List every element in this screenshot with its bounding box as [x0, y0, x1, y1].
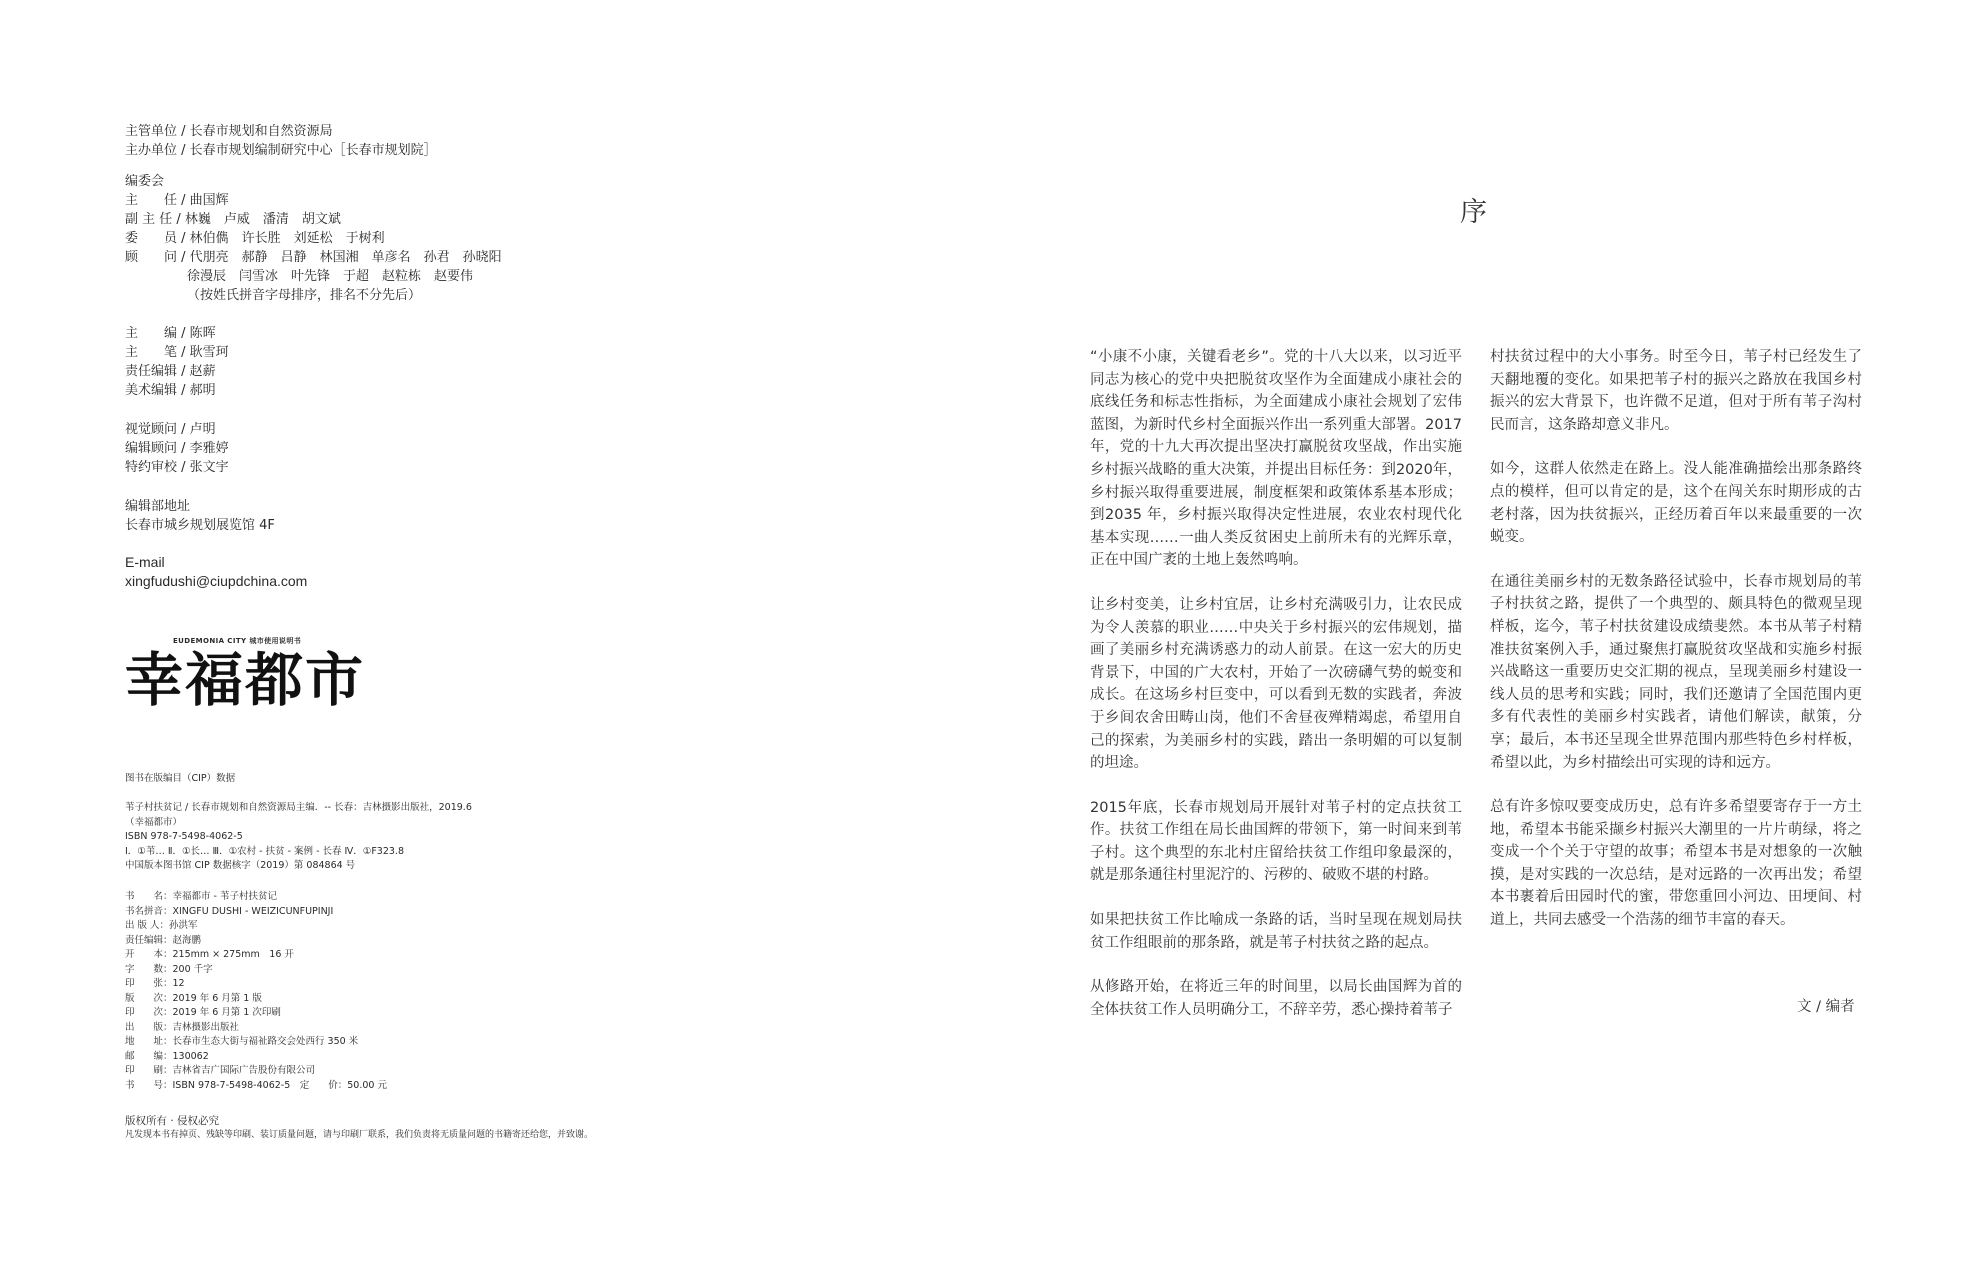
preface-left-column — [1090, 346, 1462, 1043]
copyright-block — [125, 1114, 745, 1142]
editor-line: 主 笔 / 耿雪珂 — [125, 345, 229, 360]
editor-line: 责任编辑 / 赵薪 — [125, 364, 216, 379]
preface-paragraph: 2015年底，长春市规划局开展针对苇子村的定点扶贫工作。扶贫工作组在局长曲国辉的带领下，第一时间来到苇子村。这个典型的东北村庄留给扶贫工作组印象最深的，就是那条通往村里泥泞的、污秽的、破败不堪的村路。 — [1090, 799, 1462, 884]
preface-title: 序 — [1460, 197, 1487, 228]
organizer-line: 主办单位 / 长春市规划编制研究中心［长春市规划院］ — [125, 143, 437, 158]
pub-line: 地 址：长春市生态大街与福祉路交会处西行 350 米 — [125, 1036, 359, 1047]
pub-line: 邮 编：130062 — [125, 1050, 209, 1062]
pub-line: 出 版 人：孙洪军 — [125, 920, 198, 931]
committee-line: 徐漫辰 闫雪冰 叶先锋 于超 赵粒栋 赵要伟 — [187, 269, 474, 284]
committee-line: 主 任 / 曲国辉 — [125, 193, 229, 208]
cip-block — [125, 801, 745, 874]
brand-subtitle: EUDEMONIA CITY 城市使用说明书 — [173, 637, 302, 645]
quality-notice: 凡发现本书有掉页、残缺等印刷、装订质量问题，请与印刷厂联系，我们负责将无质量问题的书籍寄还给您，并致谢。 — [125, 1129, 594, 1140]
preface-paragraph: 村扶贫过程中的大小事务。时至今日，苇子村已经发生了天翻地覆的变化。如果把苇子村的振兴之路放在我国乡村振兴的宏大背景下，也许微不足道，但对于所有苇子沟村民而言，这条路却意义非凡。 — [1490, 349, 1862, 433]
address-heading: 编辑部地址 — [125, 499, 191, 514]
advisor-line: 编辑顾问 / 李雅婷 — [125, 441, 229, 456]
pub-line: 书名拼音：XINGFU DUSHI - WEIZICUNFUPINJI — [125, 905, 334, 917]
cip-line: 中国版本图书馆 CIP 数据核字（2019）第 084864 号 — [125, 860, 356, 871]
committee-note: （按姓氏拼音字母排序，排名不分先后） — [187, 288, 422, 303]
cip-line: （幸福都市） — [125, 816, 183, 828]
pub-line: 字 数：200 千字 — [125, 963, 213, 975]
address-text: 长春市城乡规划展览馆 4F — [125, 518, 275, 533]
committee-heading: 编委会 — [125, 174, 165, 189]
cip-line: 苇子村扶贫记 / 长春市规划和自然资源局主编．-- 长春：吉林摄影出版社，2019.6 — [125, 802, 472, 813]
preface-paragraph: 总有许多惊叹要变成历史，总有许多希望要寄存于一方土地，希望本书能采撷乡村振兴大潮里的一片片萌绿，将之变成一个个关于守望的故事；希望本书是对想象的一次触摸，是对实践的一次总结，是对远路的一次再出发；希望本书裹着后田园时代的蜜，带您重回小河边、田埂间、村道上，共同去感受一个浩荡的细节丰富的春天。 — [1490, 799, 1862, 929]
pub-line: 责任编辑：赵海鹏 — [125, 934, 202, 946]
editors — [125, 324, 745, 400]
organizers — [125, 122, 745, 160]
preface-paragraph: 如果把扶贫工作比喻成一条路的话，当时呈现在规划局扶贫工作组眼前的那条路，就是苇子村扶贫之路的起点。 — [1090, 912, 1462, 951]
committee-line: 副 主 任 / 林巍 卢威 潘清 胡文斌 — [125, 212, 341, 227]
address-block — [125, 497, 745, 535]
preface-signature: 文 / 编者 — [1797, 999, 1855, 1015]
pub-line: 开 本：215mm × 275mm 16 开 — [125, 949, 294, 960]
advisor-line: 视觉顾问 / 卢明 — [125, 422, 216, 437]
pub-line: 印 刷：吉林省吉广国际广告股份有限公司 — [125, 1065, 316, 1076]
preface-paragraph: 从修路开始，在将近三年的时间里，以局长曲国辉为首的全体扶贫工作人员明确分工，不辞辛劳，悉心操持着苇子 — [1090, 979, 1462, 1018]
preface-paragraph: 如今，这群人依然走在路上。没人能准确描绘出那条路终点的模样，但可以肯定的是，这个在闯关东时期形成的古老村落，因为扶贫振兴，正经历着百年以来最重要的一次蜕变。 — [1490, 461, 1862, 546]
brand-logo: 幸福都市 — [125, 646, 366, 714]
cip-heading: 图书在版编目（CIP）数据 — [125, 773, 236, 784]
pub-line: 印 张：12 — [125, 978, 185, 989]
preface-paragraph: 让乡村变美，让乡村宜居，让乡村充满吸引力，让农民成为令人羡慕的职业……中央关于乡村振兴的宏伟规划，描画了美丽乡村充满诱惑力的动人前景。在这一宏大的历史背景下，中国的广大农村，开始了一次磅礴气势的蜕变和成长。在这场乡村巨变中，可以看到无数的实践者，奔波于乡间农舍田畴山岗，他们不舍昼夜殚精竭虑，希望用自己的探索，为美丽乡村的实践，踏出一条明媚的可以复制的坦途。 — [1090, 596, 1462, 772]
pub-line: 书 名：幸福都市 - 苇子村扶贫记 — [125, 891, 277, 902]
editor-line: 主 编 / 陈晖 — [125, 326, 216, 341]
email-block — [125, 553, 745, 591]
organizer-line: 主管单位 / 长春市规划和自然资源局 — [125, 124, 333, 139]
pub-line: 出 版：吉林摄影出版社 — [125, 1021, 240, 1033]
cip-line: Ⅰ．①苇… Ⅱ．①长… Ⅲ．①农村 - 扶贫 - 案例 - 长春 Ⅳ．①F323.8 — [125, 845, 404, 857]
email-address: xingfudushi@ciupdchina.com — [125, 573, 308, 589]
cip-line: ISBN 978-7-5498-4062-5 — [125, 831, 243, 842]
advisors — [125, 420, 745, 477]
copyright-line: 版权所有 · 侵权必究 — [125, 1115, 220, 1127]
editor-line: 美术编辑 / 郝明 — [125, 383, 216, 398]
advisor-line: 特约审校 / 张文宇 — [125, 460, 229, 475]
preface-paragraph: 在通往美丽乡村的无数条路径试验中，长春市规划局的苇子村扶贫之路，提供了一个典型的、颇具特色的微观呈现样板，迄今，苇子村扶贫建设成绩斐然。本书从苇子村精准扶贫案例入手，通过聚焦打赢脱贫攻坚战和实施乡村振兴战略这一重要历史交汇期的视点，呈现美丽乡村建设一线人员的思考和实践；同时，我们还邀请了全国范围内更多有代表性的美丽乡村实践者，请他们解读，献策，分享；最后，本书还呈现全世界范围内那些特色乡村样板，希望以此，为乡村描绘出可实现的诗和远方。 — [1490, 573, 1862, 771]
pub-line: 版 次：2019 年 6 月第 1 版 — [125, 992, 262, 1004]
preface-paragraph: “小康不小康，关键看老乡”。党的十八大以来，以习近平同志为核心的党中央把脱贫攻坚作为全面建成小康社会的底线任务和标志性指标，为全面建成小康社会规划了宏伟蓝图，为新时代乡村全面振兴作出一系列重大部署。2017年，党的十九大再次提出坚决打赢脱贫攻坚战，作出实施乡村振兴战略的重大决策，并提出目标任务：到2020年，乡村振兴取得重要进展，制度框架和政策体系基本形成；到2035 年，乡村振兴取得决定性进展，农业农村现代化基本实现……一曲人类反贫困史上前所未有的光辉乐章，正在中国广袤的土地上轰然鸣响。 — [1090, 349, 1462, 569]
committee-line: 委 员 / 林伯儁 许长胜 刘延松 于树利 — [125, 231, 385, 246]
preface-right-column — [1490, 346, 1862, 954]
pub-line: 书 号：ISBN 978-7-5498-4062-5 定 价：50.00 元 — [125, 1079, 387, 1091]
publication-info — [125, 890, 745, 1093]
email-heading: E-mail — [125, 554, 165, 570]
committee-line: 顾 问 / 代朋亮 郝静 吕静 林国湘 单彦名 孙君 孙晓阳 — [125, 250, 502, 265]
pub-line: 印 次：2019 年 6 月第 1 次印刷 — [125, 1007, 281, 1018]
committee — [125, 172, 745, 305]
